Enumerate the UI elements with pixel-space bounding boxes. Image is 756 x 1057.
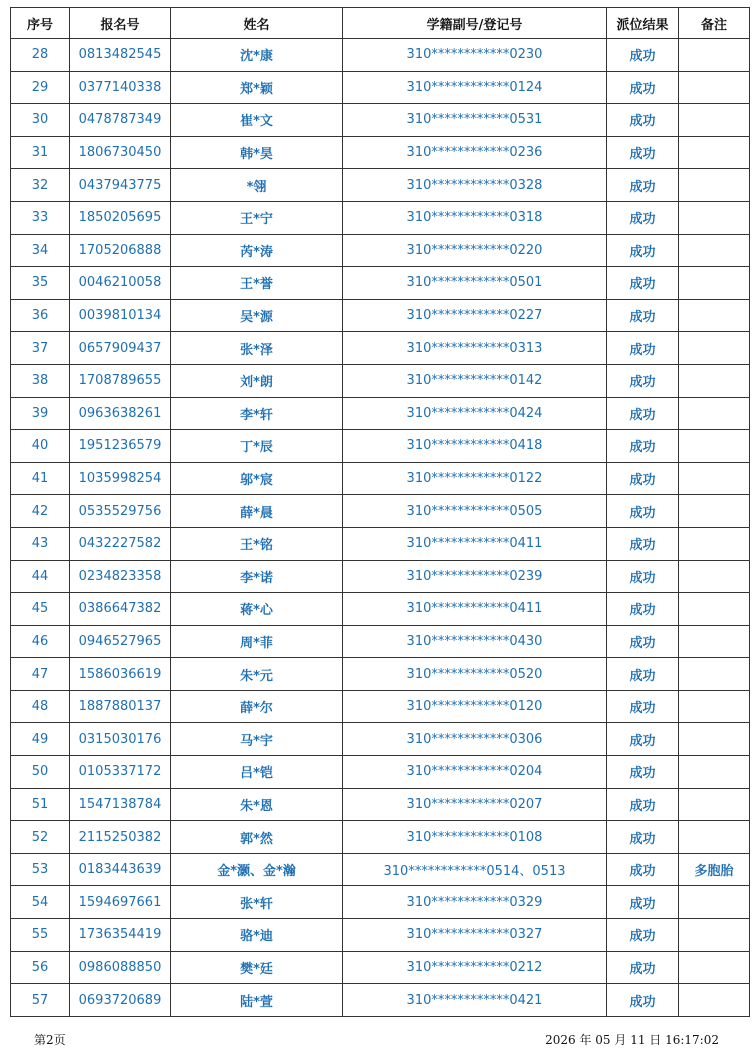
cell-seq: 45 bbox=[11, 593, 70, 626]
cell-reg-no: 0963638261 bbox=[70, 397, 171, 430]
cell-reg-no: 0535529756 bbox=[70, 495, 171, 528]
cell-result: 成功 bbox=[607, 234, 679, 267]
cell-student-id: 310************0531 bbox=[343, 104, 607, 137]
cell-result: 成功 bbox=[607, 658, 679, 691]
cell-name: 陆*萱 bbox=[171, 984, 343, 1017]
table-row bbox=[11, 625, 750, 658]
table-row bbox=[11, 690, 750, 723]
cell-reg-no: 0657909437 bbox=[70, 332, 171, 365]
cell-remark bbox=[679, 723, 750, 756]
cell-seq: 41 bbox=[11, 462, 70, 495]
cell-remark bbox=[679, 397, 750, 430]
cell-reg-no: 1708789655 bbox=[70, 364, 171, 397]
cell-result: 成功 bbox=[607, 853, 679, 886]
cell-name: 邬*宸 bbox=[171, 462, 343, 495]
cell-remark bbox=[679, 788, 750, 821]
table-row bbox=[11, 136, 750, 169]
table-row bbox=[11, 495, 750, 528]
table-row bbox=[11, 267, 750, 300]
cell-name: 沈*康 bbox=[171, 39, 343, 72]
cell-remark bbox=[679, 625, 750, 658]
cell-result: 成功 bbox=[607, 527, 679, 560]
cell-reg-no: 1951236579 bbox=[70, 430, 171, 463]
cell-remark bbox=[679, 364, 750, 397]
cell-seq: 38 bbox=[11, 364, 70, 397]
cell-result: 成功 bbox=[607, 821, 679, 854]
cell-student-id: 310************0212 bbox=[343, 951, 607, 984]
cell-name: 王*誉 bbox=[171, 267, 343, 300]
cell-seq: 33 bbox=[11, 201, 70, 234]
cell-student-id: 310************0501 bbox=[343, 267, 607, 300]
cell-seq: 44 bbox=[11, 560, 70, 593]
cell-seq: 49 bbox=[11, 723, 70, 756]
cell-student-id: 310************0505 bbox=[343, 495, 607, 528]
cell-seq: 54 bbox=[11, 886, 70, 919]
results-sheet bbox=[10, 7, 749, 1017]
cell-name: 薛*尔 bbox=[171, 690, 343, 723]
header-seq: 序号 bbox=[11, 8, 70, 39]
table-row bbox=[11, 560, 750, 593]
page-footer bbox=[10, 1029, 749, 1049]
cell-name: 郑*颖 bbox=[171, 71, 343, 104]
cell-student-id: 310************0328 bbox=[343, 169, 607, 202]
cell-reg-no: 0386647382 bbox=[70, 593, 171, 626]
cell-student-id: 310************0236 bbox=[343, 136, 607, 169]
cell-student-id: 310************0418 bbox=[343, 430, 607, 463]
cell-student-id: 310************0204 bbox=[343, 756, 607, 789]
cell-reg-no: 1806730450 bbox=[70, 136, 171, 169]
cell-remark bbox=[679, 495, 750, 528]
cell-remark bbox=[679, 560, 750, 593]
cell-result: 成功 bbox=[607, 951, 679, 984]
cell-reg-no: 0315030176 bbox=[70, 723, 171, 756]
cell-remark bbox=[679, 527, 750, 560]
cell-reg-no: 2115250382 bbox=[70, 821, 171, 854]
cell-remark bbox=[679, 593, 750, 626]
table-row bbox=[11, 234, 750, 267]
cell-seq: 48 bbox=[11, 690, 70, 723]
cell-remark bbox=[679, 430, 750, 463]
cell-seq: 35 bbox=[11, 267, 70, 300]
cell-remark bbox=[679, 951, 750, 984]
cell-result: 成功 bbox=[607, 886, 679, 919]
table-row bbox=[11, 919, 750, 952]
cell-remark bbox=[679, 299, 750, 332]
cell-result: 成功 bbox=[607, 690, 679, 723]
cell-remark bbox=[679, 756, 750, 789]
table-row bbox=[11, 527, 750, 560]
cell-student-id: 310************0108 bbox=[343, 821, 607, 854]
cell-reg-no: 0234823358 bbox=[70, 560, 171, 593]
cell-result: 成功 bbox=[607, 495, 679, 528]
table-row bbox=[11, 397, 750, 430]
cell-seq: 40 bbox=[11, 430, 70, 463]
cell-student-id: 310************0122 bbox=[343, 462, 607, 495]
cell-name: 张*轩 bbox=[171, 886, 343, 919]
cell-name: 吕*铠 bbox=[171, 756, 343, 789]
cell-name: 蒋*心 bbox=[171, 593, 343, 626]
table-row bbox=[11, 201, 750, 234]
cell-seq: 57 bbox=[11, 984, 70, 1017]
cell-name: 芮*涛 bbox=[171, 234, 343, 267]
table-row bbox=[11, 821, 750, 854]
cell-result: 成功 bbox=[607, 462, 679, 495]
cell-result: 成功 bbox=[607, 593, 679, 626]
cell-name: 王*铭 bbox=[171, 527, 343, 560]
cell-name: 崔*文 bbox=[171, 104, 343, 137]
cell-remark bbox=[679, 690, 750, 723]
cell-name: 王*宁 bbox=[171, 201, 343, 234]
table-body bbox=[11, 39, 750, 1017]
cell-name: 薛*晨 bbox=[171, 495, 343, 528]
cell-name: 郭*然 bbox=[171, 821, 343, 854]
table-row bbox=[11, 853, 750, 886]
cell-remark bbox=[679, 886, 750, 919]
cell-result: 成功 bbox=[607, 397, 679, 430]
cell-remark bbox=[679, 332, 750, 365]
cell-student-id: 310************0329 bbox=[343, 886, 607, 919]
cell-student-id: 310************0313 bbox=[343, 332, 607, 365]
cell-reg-no: 1547138784 bbox=[70, 788, 171, 821]
cell-student-id: 310************0120 bbox=[343, 690, 607, 723]
cell-student-id: 310************0124 bbox=[343, 71, 607, 104]
table-row bbox=[11, 951, 750, 984]
header-remark: 备注 bbox=[679, 8, 750, 39]
cell-name: 朱*元 bbox=[171, 658, 343, 691]
cell-result: 成功 bbox=[607, 136, 679, 169]
cell-reg-no: 0183443639 bbox=[70, 853, 171, 886]
table-row bbox=[11, 364, 750, 397]
cell-result: 成功 bbox=[607, 169, 679, 202]
cell-student-id: 310************0430 bbox=[343, 625, 607, 658]
cell-remark bbox=[679, 169, 750, 202]
cell-seq: 30 bbox=[11, 104, 70, 137]
cell-student-id: 310************0306 bbox=[343, 723, 607, 756]
table-row bbox=[11, 71, 750, 104]
cell-seq: 46 bbox=[11, 625, 70, 658]
cell-result: 成功 bbox=[607, 39, 679, 72]
cell-student-id: 310************0207 bbox=[343, 788, 607, 821]
cell-result: 成功 bbox=[607, 984, 679, 1017]
cell-student-id: 310************0230 bbox=[343, 39, 607, 72]
cell-seq: 34 bbox=[11, 234, 70, 267]
cell-remark bbox=[679, 821, 750, 854]
cell-student-id: 310************0239 bbox=[343, 560, 607, 593]
cell-reg-no: 0437943775 bbox=[70, 169, 171, 202]
print-timestamp: 2026 年 05 月 11 日 16:17:02 bbox=[545, 1033, 719, 1047]
cell-remark bbox=[679, 39, 750, 72]
cell-remark bbox=[679, 984, 750, 1017]
cell-student-id: 310************0411 bbox=[343, 593, 607, 626]
cell-student-id: 310************0424 bbox=[343, 397, 607, 430]
cell-name: *翎 bbox=[171, 169, 343, 202]
cell-reg-no: 0432227582 bbox=[70, 527, 171, 560]
cell-reg-no: 1035998254 bbox=[70, 462, 171, 495]
cell-result: 成功 bbox=[607, 267, 679, 300]
table-row bbox=[11, 299, 750, 332]
cell-name: 张*泽 bbox=[171, 332, 343, 365]
cell-result: 成功 bbox=[607, 299, 679, 332]
table-row bbox=[11, 332, 750, 365]
cell-result: 成功 bbox=[607, 560, 679, 593]
table-header-row bbox=[11, 8, 750, 39]
cell-seq: 55 bbox=[11, 919, 70, 952]
cell-seq: 31 bbox=[11, 136, 70, 169]
cell-reg-no: 0986088850 bbox=[70, 951, 171, 984]
cell-seq: 56 bbox=[11, 951, 70, 984]
table-row bbox=[11, 430, 750, 463]
cell-name: 韩*昊 bbox=[171, 136, 343, 169]
page-number: 第2页 bbox=[34, 1033, 66, 1047]
cell-reg-no: 1705206888 bbox=[70, 234, 171, 267]
cell-name: 骆*迪 bbox=[171, 919, 343, 952]
cell-name: 李*轩 bbox=[171, 397, 343, 430]
cell-result: 成功 bbox=[607, 430, 679, 463]
cell-remark bbox=[679, 234, 750, 267]
cell-remark bbox=[679, 462, 750, 495]
table-row bbox=[11, 169, 750, 202]
cell-student-id: 310************0514、0513 bbox=[343, 853, 607, 886]
cell-result: 成功 bbox=[607, 71, 679, 104]
cell-student-id: 310************0142 bbox=[343, 364, 607, 397]
header-student-id: 学籍副号/登记号 bbox=[343, 8, 607, 39]
cell-result: 成功 bbox=[607, 788, 679, 821]
cell-seq: 39 bbox=[11, 397, 70, 430]
cell-student-id: 310************0411 bbox=[343, 527, 607, 560]
cell-result: 成功 bbox=[607, 201, 679, 234]
cell-remark bbox=[679, 658, 750, 691]
allocation-table bbox=[10, 7, 750, 1017]
cell-result: 成功 bbox=[607, 104, 679, 137]
table-row bbox=[11, 984, 750, 1017]
cell-seq: 50 bbox=[11, 756, 70, 789]
cell-seq: 28 bbox=[11, 39, 70, 72]
cell-remark bbox=[679, 919, 750, 952]
table-row bbox=[11, 593, 750, 626]
header-result: 派位结果 bbox=[607, 8, 679, 39]
cell-name: 朱*恩 bbox=[171, 788, 343, 821]
cell-reg-no: 1594697661 bbox=[70, 886, 171, 919]
table-row bbox=[11, 788, 750, 821]
cell-reg-no: 0046210058 bbox=[70, 267, 171, 300]
table-row bbox=[11, 104, 750, 137]
header-name: 姓名 bbox=[171, 8, 343, 39]
table-row bbox=[11, 462, 750, 495]
cell-seq: 42 bbox=[11, 495, 70, 528]
cell-result: 成功 bbox=[607, 625, 679, 658]
cell-reg-no: 0039810134 bbox=[70, 299, 171, 332]
table-row bbox=[11, 723, 750, 756]
cell-seq: 29 bbox=[11, 71, 70, 104]
cell-result: 成功 bbox=[607, 756, 679, 789]
cell-remark bbox=[679, 267, 750, 300]
cell-seq: 36 bbox=[11, 299, 70, 332]
cell-reg-no: 0813482545 bbox=[70, 39, 171, 72]
cell-reg-no: 0478787349 bbox=[70, 104, 171, 137]
cell-seq: 32 bbox=[11, 169, 70, 202]
cell-result: 成功 bbox=[607, 723, 679, 756]
cell-result: 成功 bbox=[607, 919, 679, 952]
table-row bbox=[11, 886, 750, 919]
cell-name: 周*菲 bbox=[171, 625, 343, 658]
cell-reg-no: 1736354419 bbox=[70, 919, 171, 952]
cell-name: 金*灏、金*瀚 bbox=[171, 853, 343, 886]
cell-name: 樊*廷 bbox=[171, 951, 343, 984]
cell-seq: 37 bbox=[11, 332, 70, 365]
cell-name: 李*诺 bbox=[171, 560, 343, 593]
cell-name: 吴*源 bbox=[171, 299, 343, 332]
table-row bbox=[11, 756, 750, 789]
cell-reg-no: 1586036619 bbox=[70, 658, 171, 691]
cell-seq: 53 bbox=[11, 853, 70, 886]
cell-name: 刘*朗 bbox=[171, 364, 343, 397]
cell-reg-no: 1850205695 bbox=[70, 201, 171, 234]
cell-seq: 47 bbox=[11, 658, 70, 691]
table-row bbox=[11, 658, 750, 691]
cell-name: 马*宇 bbox=[171, 723, 343, 756]
cell-remark bbox=[679, 201, 750, 234]
cell-student-id: 310************0220 bbox=[343, 234, 607, 267]
cell-reg-no: 1887880137 bbox=[70, 690, 171, 723]
cell-student-id: 310************0327 bbox=[343, 919, 607, 952]
cell-name: 丁*辰 bbox=[171, 430, 343, 463]
cell-reg-no: 0946527965 bbox=[70, 625, 171, 658]
cell-remark bbox=[679, 136, 750, 169]
cell-seq: 51 bbox=[11, 788, 70, 821]
cell-remark bbox=[679, 104, 750, 137]
cell-student-id: 310************0520 bbox=[343, 658, 607, 691]
cell-student-id: 310************0318 bbox=[343, 201, 607, 234]
cell-result: 成功 bbox=[607, 332, 679, 365]
cell-reg-no: 0377140338 bbox=[70, 71, 171, 104]
table-row bbox=[11, 39, 750, 72]
cell-result: 成功 bbox=[607, 364, 679, 397]
cell-remark bbox=[679, 71, 750, 104]
cell-remark: 多胞胎 bbox=[679, 853, 750, 886]
header-reg-no: 报名号 bbox=[70, 8, 171, 39]
cell-seq: 43 bbox=[11, 527, 70, 560]
cell-seq: 52 bbox=[11, 821, 70, 854]
cell-reg-no: 0693720689 bbox=[70, 984, 171, 1017]
cell-student-id: 310************0421 bbox=[343, 984, 607, 1017]
cell-student-id: 310************0227 bbox=[343, 299, 607, 332]
cell-reg-no: 0105337172 bbox=[70, 756, 171, 789]
